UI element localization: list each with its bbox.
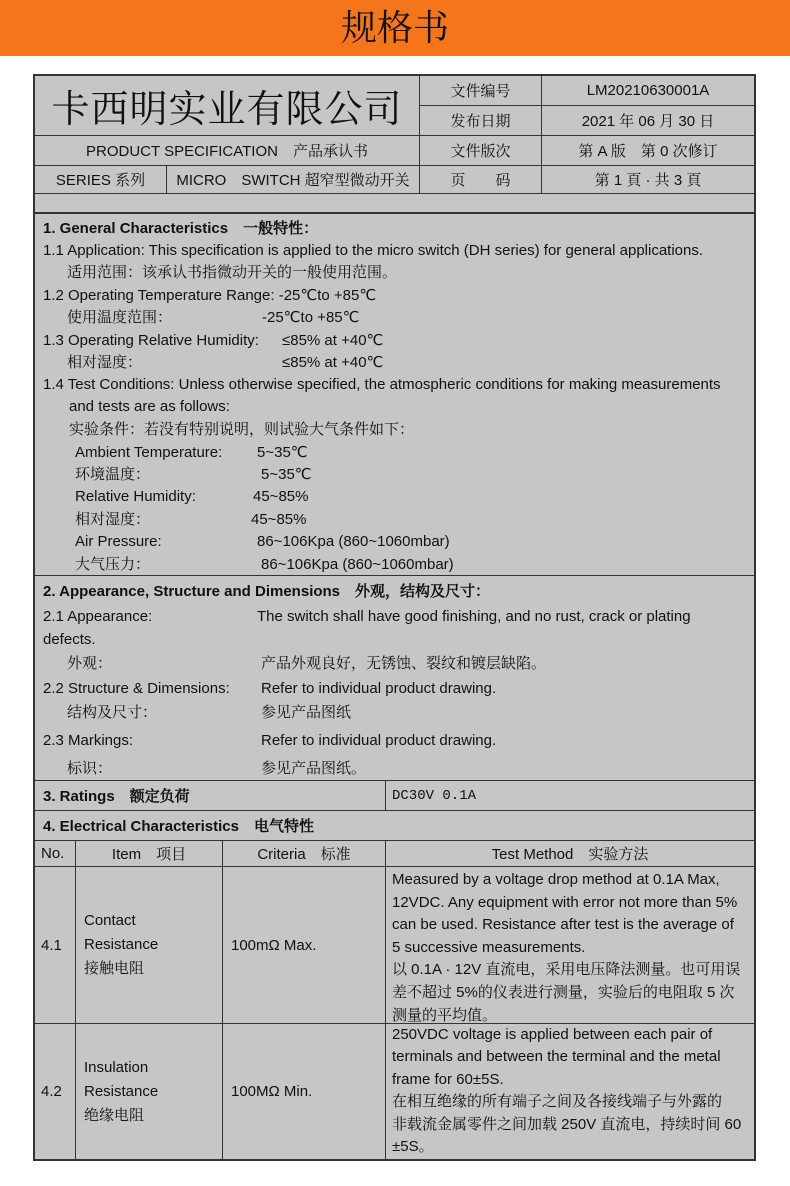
- doc-no: LM20210630001A: [542, 76, 754, 106]
- series-label: SERIES 系列: [35, 166, 167, 194]
- row-item: Insulation Resistance 绝缘电阻: [76, 1024, 223, 1159]
- text-line: 参见产品图纸: [261, 704, 352, 721]
- text-line: Relative Humidity:: [75, 488, 196, 505]
- text-line: 45~85%: [253, 488, 309, 505]
- company-name: 卡西明实业有限公司: [35, 76, 420, 136]
- row-criteria: 100MΩ Min.: [223, 1024, 386, 1159]
- product-spec-title: PRODUCT SPECIFICATION 产品承认书: [35, 136, 420, 166]
- row-criteria: 100mΩ Max.: [223, 867, 386, 1024]
- text-line: 环境温度：: [75, 466, 151, 483]
- col-header-no: No.: [35, 841, 76, 867]
- text-line: ≤85% at +40℃: [282, 332, 384, 349]
- col-header-item: Item 项目: [76, 841, 223, 867]
- text-line: 参见产品图纸。: [261, 760, 367, 777]
- spec-document: [33, 74, 756, 1161]
- text-line: 1.1 Application: This specification is applied to the micro switch (DH series) for general applications.: [43, 242, 704, 259]
- text-line: 1.4 Test Conditions: Unless otherwise specified, the atmospheric conditions for making measurements: [43, 376, 721, 393]
- text-line: 1.3 Operating Relative Humidity:: [43, 332, 259, 349]
- text-line: Ambient Temperature:: [75, 444, 223, 461]
- text-line: Air Pressure:: [75, 533, 162, 550]
- text-line: ≤85% at +40℃: [282, 354, 384, 371]
- text-line: 相对湿度：: [75, 511, 151, 528]
- text-line: 产品外观良好，无锈蚀、裂纹和镀层缺陷。: [261, 655, 547, 672]
- col-header-criteria: Criteria 标准: [223, 841, 386, 867]
- page-number: 第 1 頁 · 共 3 頁: [542, 166, 754, 194]
- banner-title: 规格书: [0, 0, 790, 56]
- version-label: 文件版次: [420, 136, 542, 166]
- text-line: 相对湿度：: [67, 354, 143, 371]
- text-line: 2.2 Structure & Dimensions:: [43, 680, 230, 697]
- section-title: 2. Appearance, Structure and Dimensions 外观，结构及尺寸：: [43, 583, 491, 600]
- version: 第 A 版 第 0 次修订: [542, 136, 754, 166]
- electrical-title: 4. Electrical Characteristics 电气特性: [35, 811, 754, 841]
- text-line: defects.: [43, 631, 96, 648]
- col-header-method: Test Method 实验方法: [386, 841, 754, 867]
- doc-no-label: 文件编号: [420, 76, 542, 106]
- section-general: [35, 214, 754, 576]
- text-line: 标识：: [67, 760, 113, 777]
- text-line: 2.1 Appearance:: [43, 608, 153, 625]
- text-line: 86~106Kpa (860~1060mbar): [257, 533, 450, 550]
- text-line: 结构及尺寸：: [67, 704, 158, 721]
- text-line: 1.2 Operating Temperature Range: -25℃to +85℃: [43, 287, 377, 304]
- date-label: 发布日期: [420, 106, 542, 136]
- text-line: The switch shall have good finishing, and no rust, crack or plating: [257, 608, 691, 625]
- date: 2021 年 06 月 30 日: [542, 106, 754, 136]
- text-line: 使用温度范围：: [67, 309, 173, 326]
- page-label: 页 码: [420, 166, 542, 194]
- section-title: 1. General Characteristics 一般特性：: [43, 220, 319, 237]
- ratings-title: 3. Ratings 额定负荷: [35, 781, 386, 811]
- text-line: 适用范围：该承认书指微动开关的一般使用范围。: [67, 264, 398, 281]
- text-line: -25℃to +85℃: [262, 309, 360, 326]
- text-line: Refer to individual product drawing.: [261, 732, 497, 749]
- section-appearance: [35, 576, 754, 781]
- text-line: 5~35℃: [261, 466, 312, 483]
- blank-row: [35, 194, 754, 214]
- series-value: MICRO SWITCH 超窄型微动开关: [167, 166, 420, 194]
- text-line: 2.3 Markings:: [43, 732, 134, 749]
- text-line: 45~85%: [251, 511, 307, 528]
- ratings-value: DC30V 0.1A: [386, 781, 754, 811]
- text-line: 外观：: [67, 655, 113, 672]
- row-method: 250VDC voltage is applied between each pair of terminals and between the terminal and the metal frame for 60±5S. 在相互绝缘的所有端子之间及各接线端子与外露的 非载流金属零件之间加载 250V 直流电，持续时间 60 ±5S。: [392, 1026, 742, 1156]
- row-item: Contact Resistance 接触电阻: [76, 867, 223, 1024]
- text-line: 86~106Kpa (860~1060mbar): [261, 556, 454, 573]
- text-line: 实验条件：若没有特别说明，则试验大气条件如下：: [69, 421, 415, 438]
- text-line: Refer to individual product drawing.: [261, 680, 497, 697]
- row-no: 4.1: [35, 867, 76, 1024]
- text-line: 大气压力：: [75, 556, 151, 573]
- row-no: 4.2: [35, 1024, 76, 1159]
- text-line: and tests are as follows:: [69, 398, 230, 415]
- row-method: Measured by a voltage drop method at 0.1A Max, 12VDC. Any equipment with error not more than 5% can be used. Resistance after test is the average of 5 successive measurements. 以 0.1A · 12V 直流电，采用电压降法测量。也可用误 差不超过 5%的仪表进行测量，实验后的电阻取 5 次 测量的平均值。: [386, 867, 754, 1024]
- text-line: 5~35℃: [257, 444, 308, 461]
